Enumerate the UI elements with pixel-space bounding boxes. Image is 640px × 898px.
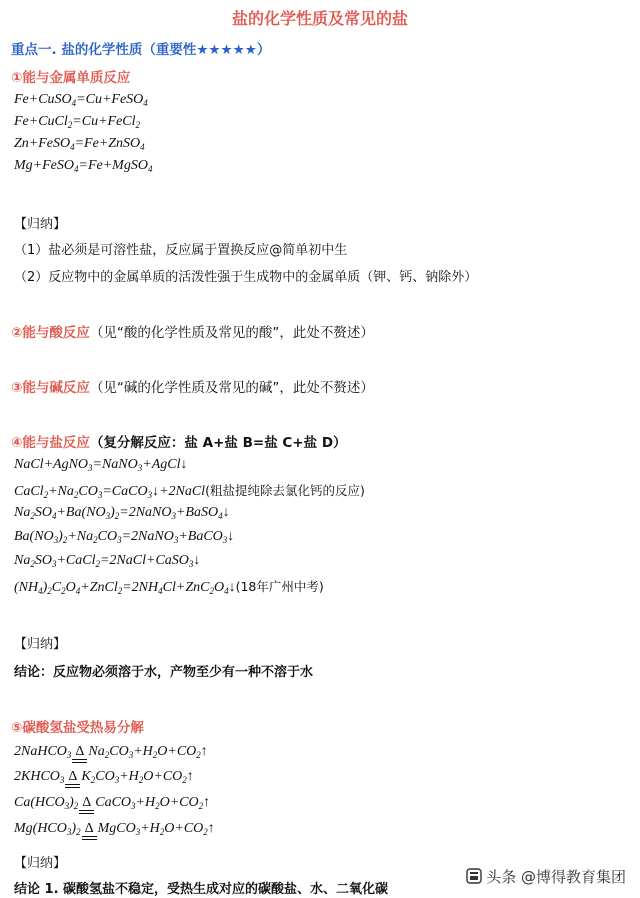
summary-label: 【归纳】 (14, 856, 67, 871)
equation: $Ca(HCO_3)_2$ Δ $CaCO_3+H_2O+CO_2↑$ (14, 795, 211, 811)
heat-condition: Δ (78, 795, 95, 811)
section-4-heading (11, 431, 347, 451)
section-3-title: ③能与碱反应 (11, 380, 90, 396)
equation: Mg+FeSO$_4$=Fe+MgSO$_4$ (14, 158, 153, 174)
section-2-heading (11, 321, 374, 341)
heat-condition: Δ (64, 769, 81, 785)
equation: 2NaHCO$_3$ Δ $Na_2CO_3+H_2O+CO_2↑$ (14, 744, 208, 760)
summary-note-1: （1）盐必须是可溶性盐，反应属于置换反应@简单初中生 (14, 243, 348, 258)
conclusion-text: 结论 1. 碳酸氢盐不稳定，受热生成对应的碳酸盐、水、二氧化碳 (14, 882, 389, 897)
section-3-note: （见“碱的化学性质及常见的碱”，此处不赘述） (89, 380, 374, 396)
equation: Fe+CuSO$_4$=Cu+FeSO$_4$ (14, 92, 148, 108)
conclusion-text: 结论：反应物必须溶于水，产物至少有一种不溶于水 (14, 665, 314, 680)
section-4-title: ④能与盐反应 (11, 435, 90, 451)
equation: $Na_2SO_3+CaCl_2=2NaCl+CaSO_3↓$ (14, 553, 201, 569)
summary-label: 【归纳】 (14, 217, 67, 232)
equation: Fe+CuCl$_2$=Cu+FeCl$_2$ (14, 114, 141, 130)
equation: $Ba(NO_3)_2+Na_2CO_3=2NaNO_3+BaCO_3↓$ (14, 529, 235, 545)
heat-condition: Δ (71, 744, 88, 760)
equation: NaCl+AgNO$_3$=NaNO$_3$+AgCl↓ (14, 457, 188, 473)
section-4-note: （复分解反应：盐 A+盐 B=盐 C+盐 D） (89, 435, 347, 451)
section-2-title: ②能与酸反应 (11, 325, 90, 341)
equation: Zn+FeSO$_4$=Fe+ZnSO$_4$ (14, 136, 145, 152)
toutiao-logo-icon (466, 868, 482, 884)
section-2-note: （见“酸的化学性质及常见的酸”，此处不赘述） (89, 325, 374, 341)
equation: $Na_2SO_4+Ba(NO_3)_2=2NaNO_3+BaSO_4↓$ (14, 505, 230, 521)
page-title: 盐的化学性质及常见的盐 (231, 9, 408, 28)
section-3-heading (11, 376, 374, 396)
equation: $(NH_4)_2C_2O_4+ZnCl_2=2NH_4Cl+ZnC_2O_4↓(18$年广州中考) (14, 579, 324, 596)
key-point-heading: 重点一. 盐的化学性质（重要性★★★★★） (11, 42, 271, 58)
heat-condition: Δ (81, 821, 98, 837)
section-5-heading: ⑤碳酸氢盐受热易分解 (11, 720, 144, 736)
summary-label: 【归纳】 (14, 637, 67, 652)
equation: $2KHCO_3$ Δ $K_2CO_3+H_2O+CO_2↑$ (14, 769, 194, 785)
equation: $CaCl_2+Na_2CO_3=CaCO_3↓+2NaCl$(粗盐提纯除去氯化钙的反应) (14, 483, 365, 500)
summary-note-2: （2）反应物中的金属单质的活泼性强于生成物中的金属单质（钾、钙、钠除外） (14, 270, 478, 285)
watermark: 头条 @博得教育集团 (466, 866, 626, 887)
section-1-heading: ①能与金属单质反应 (11, 70, 131, 86)
equation: $Mg(HCO_3)_2$ Δ $MgCO_3+H_2O+CO_2↑$ (14, 821, 215, 837)
